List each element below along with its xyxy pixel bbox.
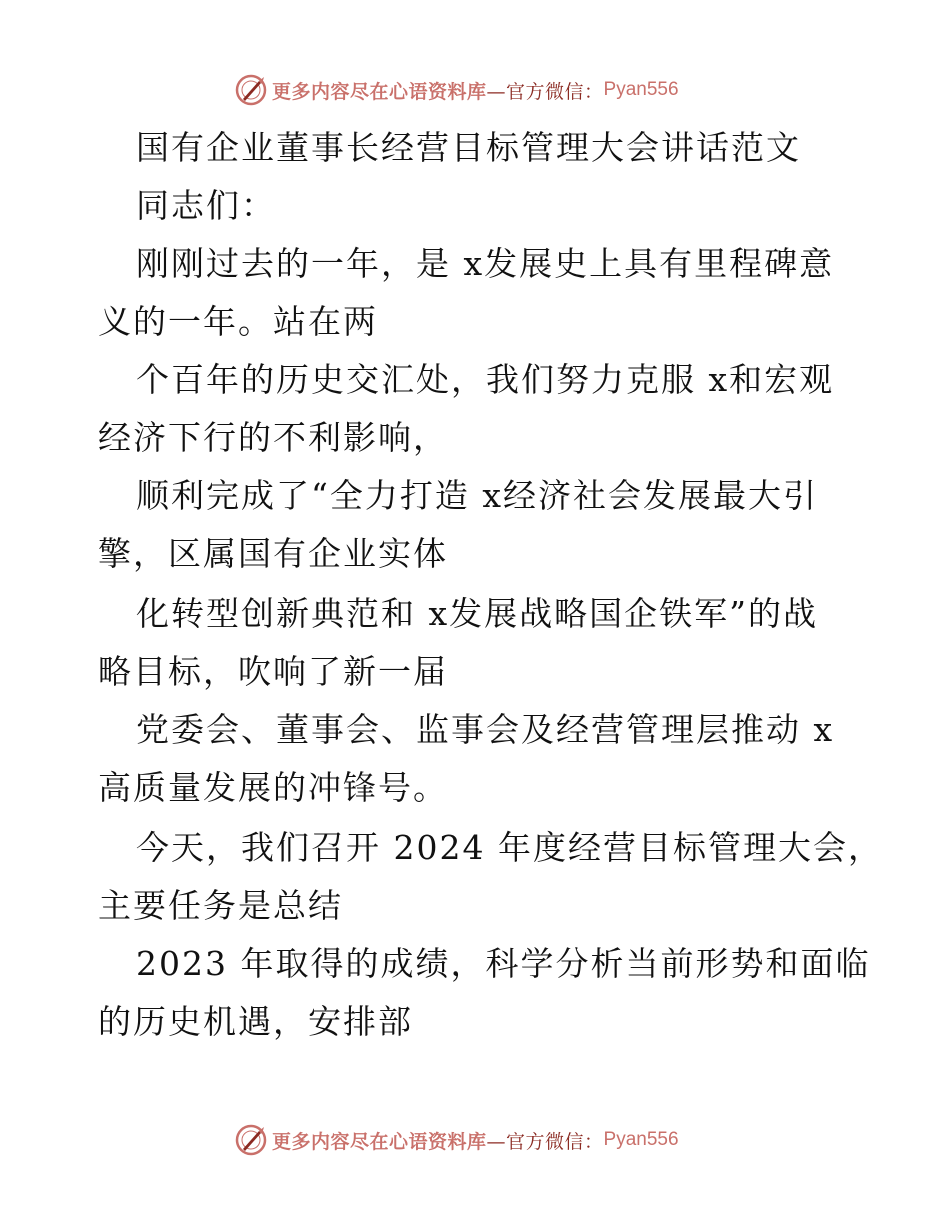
text-line: 顺利完成了“全力打造 x经济社会发展最大引 — [136, 476, 818, 515]
text-line: 2023 年取得的成绩，科学分析当前形势和面临 — [136, 944, 871, 983]
banner-wechat-label: —官方微信： — [486, 80, 604, 103]
text-line: 擎，区属国有企业实体 — [98, 534, 448, 573]
banner-wechat-label: —官方微信： — [486, 1130, 604, 1153]
banner-site-name: 更多内容尽在心语资料库 — [272, 80, 487, 103]
banner-wechat-id: Pyan556 — [603, 1129, 679, 1150]
quill-pen-logo-icon — [234, 73, 268, 107]
text-line: 主要任务是总结 — [98, 886, 343, 925]
text-line: 同志们： — [136, 186, 276, 225]
text-line: 高质量发展的冲锋号。 — [98, 768, 448, 807]
document-title: 国有企业董事长经营目标管理大会讲话范文 — [136, 128, 801, 167]
banner-wechat-id: Pyan556 — [603, 79, 679, 100]
quill-pen-logo-icon — [234, 1123, 268, 1157]
text-line: 党委会、董事会、监事会及经营管理层推动 x — [136, 710, 835, 749]
text-line: 个百年的历史交汇处，我们努力克服 x和宏观 — [136, 360, 835, 399]
footer-banner — [234, 1122, 679, 1158]
text-line: 今天，我们召开 2024 年度经营目标管理大会， — [136, 828, 883, 867]
text-line: 经济下行的不利影响， — [98, 418, 448, 457]
header-banner — [234, 72, 679, 108]
text-line: 刚刚过去的一年，是 x发展史上具有里程碑意 — [136, 244, 835, 283]
banner-site-name: 更多内容尽在心语资料库 — [272, 1130, 487, 1153]
text-line: 化转型创新典范和 x发展战略国企铁军”的战 — [136, 594, 818, 633]
text-line: 义的一年。站在两 — [98, 302, 378, 341]
text-line: 略目标，吹响了新一届 — [98, 652, 448, 691]
text-line: 的历史机遇，安排部 — [98, 1002, 413, 1041]
